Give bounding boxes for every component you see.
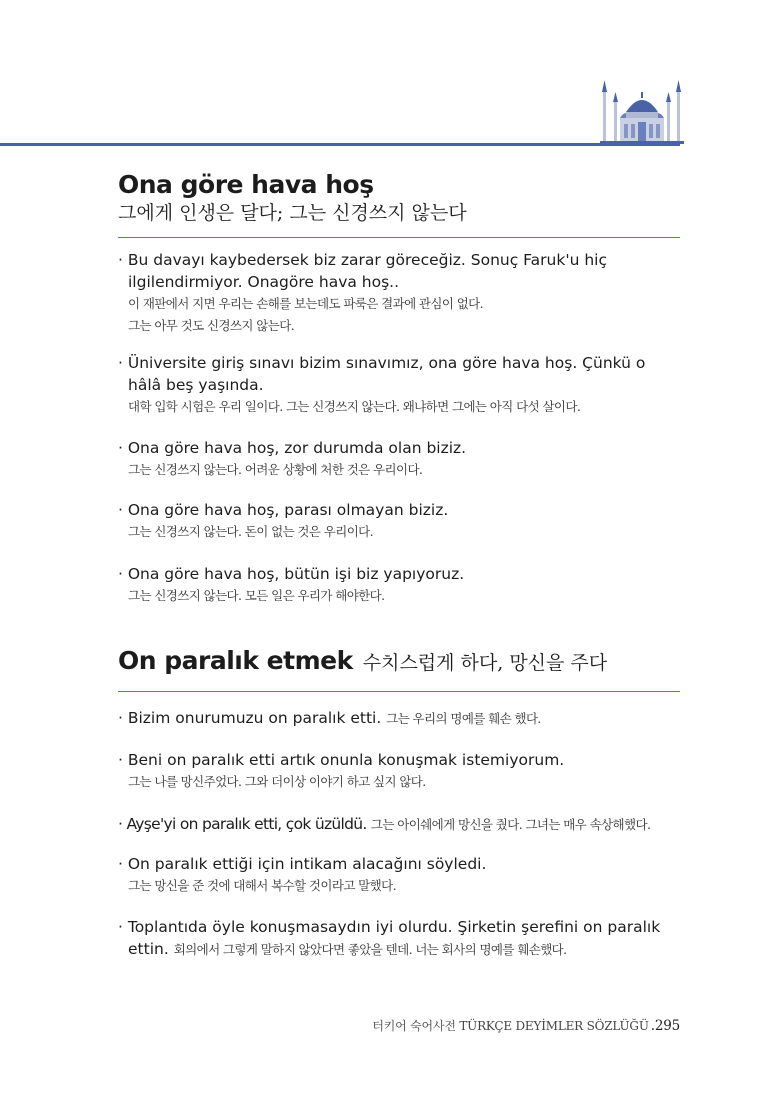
book-title: 터키어 숙어사전 TÜRKÇE DEYİMLER SÖZLÜĞÜ xyxy=(372,1019,649,1033)
korean-translation: 그는 신경쓰지 않는다. 모든 일은 우리가 해야한다. xyxy=(128,588,385,603)
korean-translation: 그는 아이쉐에게 망신을 줬다. 그녀는 매우 속상해했다. xyxy=(370,817,651,832)
example-entry xyxy=(118,853,678,897)
turkish-sentence: · Ona göre hava hoş, bütün işi biz yapıyoruz. xyxy=(118,565,465,583)
korean-translation: 그는 나를 망신주었다. 그와 더이상 이야기 하고 싶지 않다. xyxy=(128,774,426,789)
turkish-sentence: · On paralık ettiği için intikam alacağını söyledi. xyxy=(118,855,487,873)
example-entry xyxy=(118,916,678,961)
korean-translation: 그는 신경쓰지 않는다. 돈이 없는 것은 우리이다. xyxy=(128,524,374,539)
idiom-subtitle: 그에게 인생은 달다; 그는 신경쓰지 않는다 xyxy=(118,202,467,224)
example-entry xyxy=(118,437,678,481)
korean-translation: 이 재판에서 지면 우리는 손해를 보는데도 파룩은 결과에 관심이 없다. xyxy=(128,296,484,311)
turkish-sentence-continued: ettin. 회의에서 그렇게 말하지 않았다면 좋았을 텐데. 너는 회사의 명예를 훼손했다. xyxy=(128,940,567,958)
header-rule xyxy=(0,143,680,146)
turkish-sentence: · Ayşe'yi on paralık etti, çok üzüldü. 그는 아이쉐에게 망신을 줬다. 그녀는 매우 속상해했다. xyxy=(118,815,651,833)
page-number: .295 xyxy=(650,1018,680,1034)
example-entry xyxy=(118,499,678,543)
example-entry xyxy=(118,813,678,836)
mosque-icon xyxy=(600,78,684,144)
idiom-title: On paralık etmek xyxy=(118,646,353,675)
example-entry xyxy=(118,707,678,730)
turkish-sentence: · Bu davayı kaybedersek biz zarar göreceğiz. Sonuç Faruk'u hiç ilgilendirmiyor. Onagöre hava hoş.. xyxy=(118,251,608,291)
example-entry xyxy=(118,563,678,607)
section-heading-1 xyxy=(118,170,680,226)
korean-translation: 그는 망신을 준 것에 대해서 복수할 것이라고 말했다. xyxy=(128,878,396,893)
turkish-sentence: · Bizim onurumuzu on paralık etti. 그는 우리의 명예를 훼손 했다. xyxy=(118,709,541,727)
korean-translation: 그는 우리의 명예를 훼손 했다. xyxy=(386,711,541,726)
turkish-sentence: · Toplantıda öyle konuşmasaydın iyi olurdu. Şirketin şerefini on paralık xyxy=(118,918,661,936)
turkish-sentence: · Üniversite giriş sınavı bizim sınavımız, ona göre hava hoş. Çünkü o hâlâ beş yaşında. xyxy=(118,354,646,394)
turkish-sentence: · Ona göre hava hoş, parası olmayan biziz. xyxy=(118,501,449,519)
section-rule-2 xyxy=(118,691,680,692)
section-rule-1 xyxy=(118,237,680,238)
korean-translation: 그는 신경쓰지 않는다. 어려운 상황에 처한 것은 우리이다. xyxy=(128,462,423,477)
idiom-subtitle: 수치스럽게 하다, 망신을 주다 xyxy=(362,652,608,674)
example-entry xyxy=(118,749,678,793)
turkish-sentence: · Ona göre hava hoş, zor durumda olan biziz. xyxy=(118,439,467,457)
page-footer xyxy=(372,1017,680,1034)
korean-translation: 대학 입학 시험은 우리 일이다. 그는 신경쓰지 않는다. 왜냐하면 그에는 아직 다섯 살이다. xyxy=(128,399,581,414)
section-heading-2 xyxy=(118,646,680,678)
korean-translation: 그는 아무 것도 신경쓰지 않는다. xyxy=(128,318,295,333)
korean-translation: 회의에서 그렇게 말하지 않았다면 좋았을 텐데. 너는 회사의 명예를 훼손했다. xyxy=(173,942,567,957)
example-entry xyxy=(118,352,678,418)
example-entry xyxy=(118,249,678,337)
idiom-title: Ona göre hava hoş xyxy=(118,170,374,199)
turkish-sentence: · Beni on paralık etti artık onunla konuşmak istemiyorum. xyxy=(118,751,565,769)
